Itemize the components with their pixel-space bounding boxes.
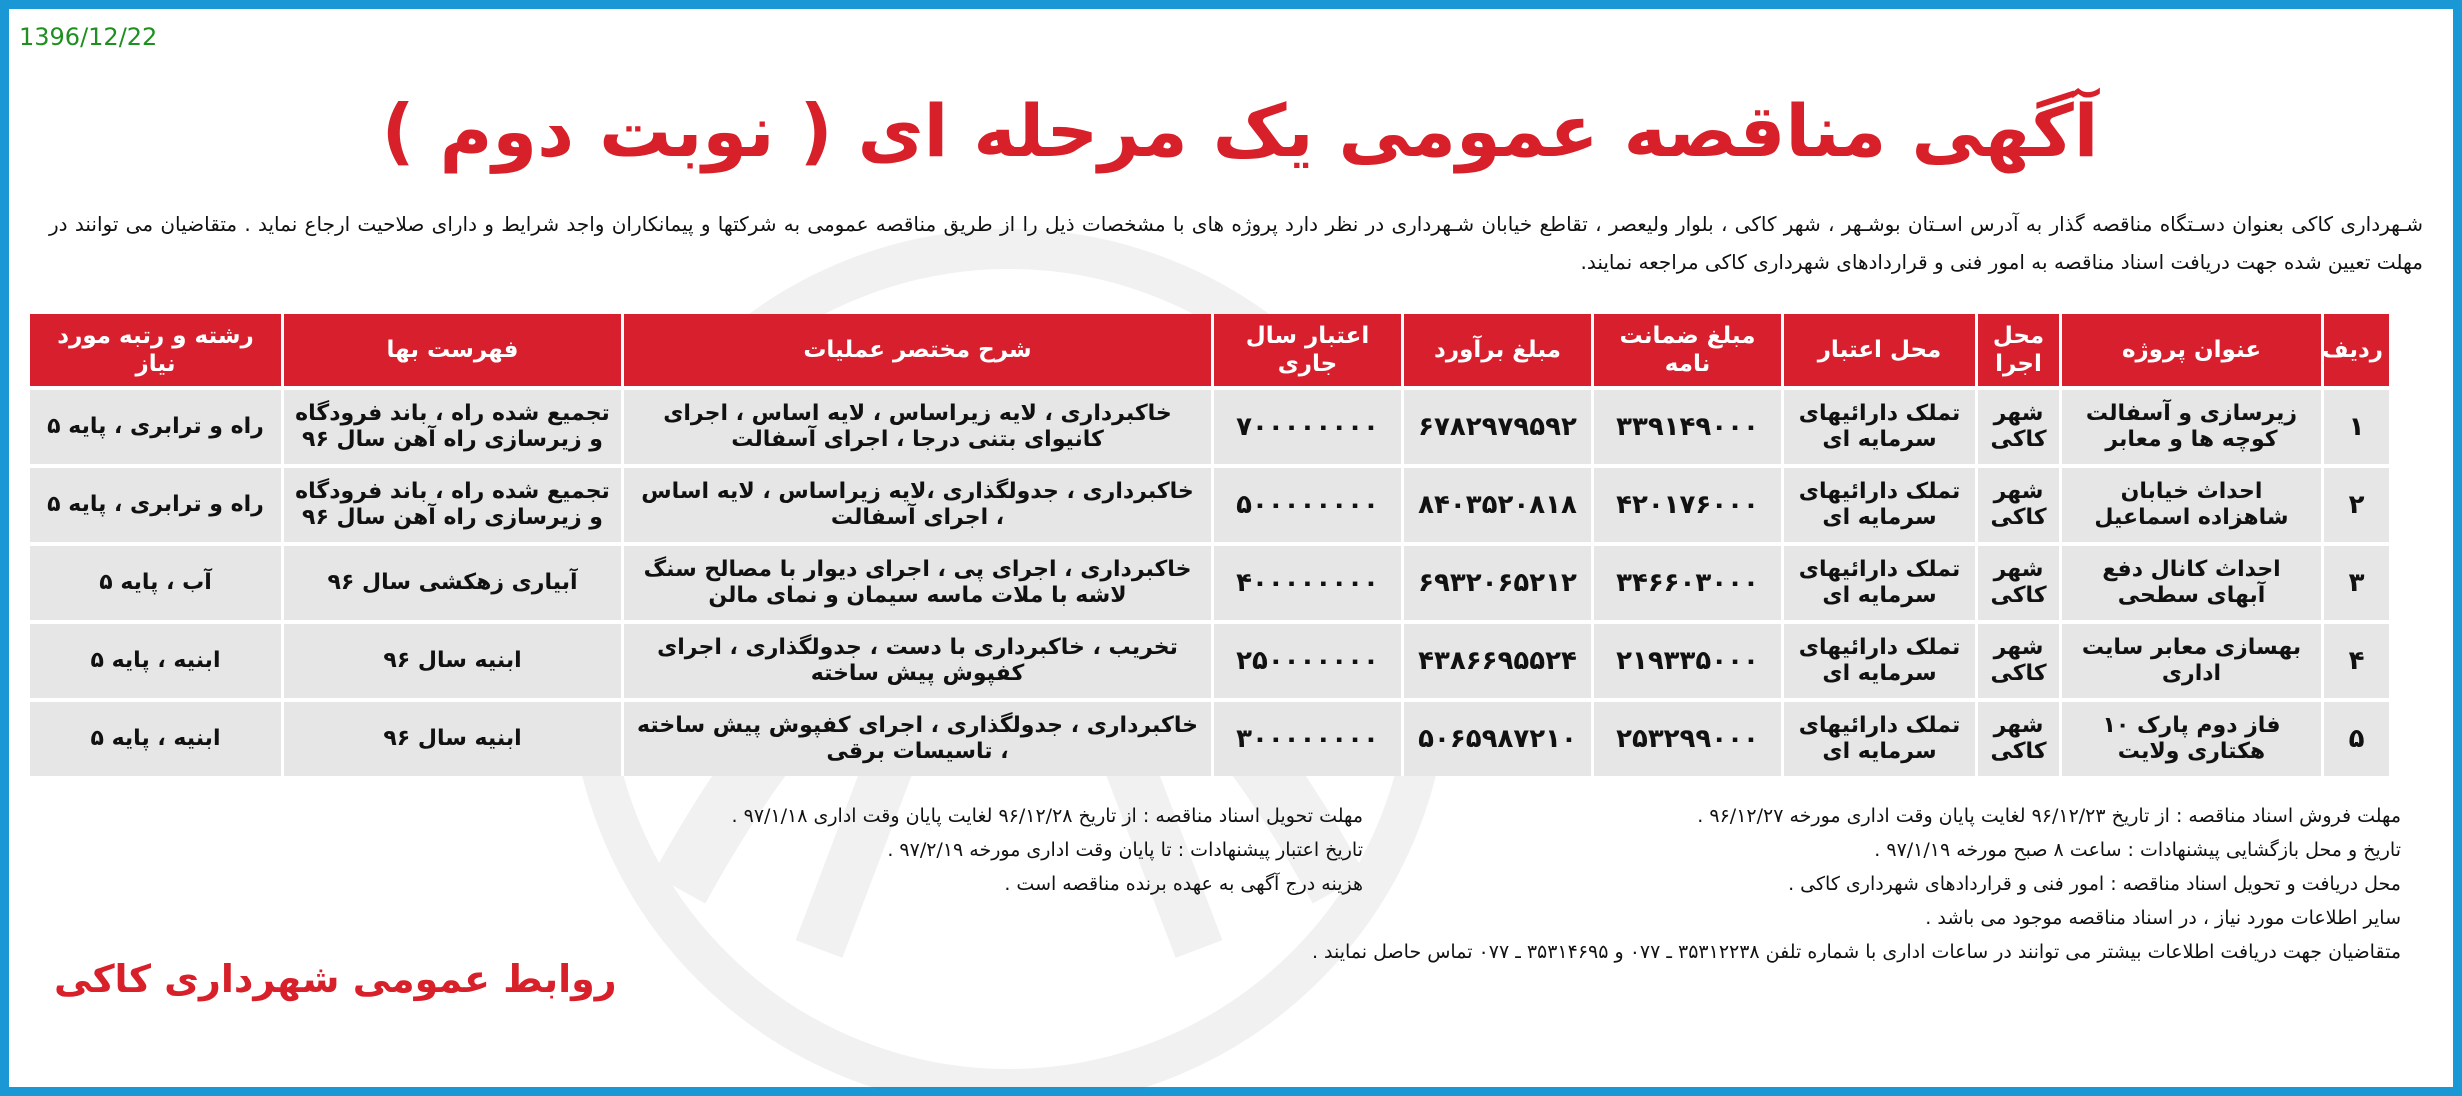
cell-grade: راه و ترابری ، پایه ۵ — [27, 464, 281, 542]
cell-guarantee: ۳۴۶۶۰۳۰۰۰ — [1591, 542, 1781, 620]
cell-credit: ۲۵۰۰۰۰۰۰۰ — [1211, 620, 1401, 698]
cell-price-list: آبیاری زهکشی سال ۹۶ — [281, 542, 621, 620]
table-row — [27, 386, 2389, 464]
cell-credit: ۳۰۰۰۰۰۰۰۰ — [1211, 698, 1401, 776]
table-header-row — [27, 314, 2389, 386]
cell-location: شهر کاکی — [1975, 620, 2059, 698]
header-project: عنوان پروژه — [2059, 314, 2321, 386]
cell-location: شهر کاکی — [1975, 698, 2059, 776]
note-document-location: محل دریافت و تحویل اسناد مناقصه : امور فنی و قراردادهای شهرداری کاکی . — [1788, 873, 2401, 895]
note-sale-period: مهلت فروش اسناد مناقصه : از تاریخ ۹۶/۱۲/۲۳ لغایت پایان وقت اداری مورخه ۹۶/۱۲/۲۷ . — [1697, 805, 2401, 827]
header-credit: اعتبار سال جاری — [1211, 314, 1401, 386]
note-delivery-period: مهلت تحویل اسناد مناقصه : از تاریخ ۹۶/۱۲/۲۸ لغایت پایان وقت اداری ۹۷/۱/۱۸ . — [731, 805, 1363, 827]
cell-description: تخریب ، خاکبرداری با دست ، جدولگذاری ، اجرای کفپوش پیش ساخته — [621, 620, 1211, 698]
note-bid-validity: تاریخ اعتبار پیشنهادات : تا پایان وقت اداری مورخه ۹۷/۲/۱۹ . — [887, 839, 1363, 861]
header-row-number: ردیف — [2321, 314, 2389, 386]
cell-credit: ۵۰۰۰۰۰۰۰۰ — [1211, 464, 1401, 542]
cell-price-list: ابنیه سال ۹۶ — [281, 620, 621, 698]
cell-location: شهر کاکی — [1975, 464, 2059, 542]
cell-funding: تملک دارائیهای سرمایه ای — [1781, 386, 1975, 464]
cell-guarantee: ۲۱۹۳۳۵۰۰۰ — [1591, 620, 1781, 698]
cell-estimate: ۸۴۰۳۵۲۰۸۱۸ — [1401, 464, 1591, 542]
cell-estimate: ۶۷۸۲۹۷۹۵۹۲ — [1401, 386, 1591, 464]
cell-row: ۵ — [2321, 698, 2389, 776]
cell-guarantee: ۴۲۰۱۷۶۰۰۰ — [1591, 464, 1781, 542]
cell-row: ۲ — [2321, 464, 2389, 542]
cell-location: شهر کاکی — [1975, 386, 2059, 464]
cell-guarantee: ۲۵۳۲۹۹۰۰۰ — [1591, 698, 1781, 776]
cell-price-list: تجمیع شده راه ، باند فرودگاه و زیرسازی راه آهن سال ۹۶ — [281, 386, 621, 464]
page-title: آگهی مناقصه عمومی یک مرحله ای ( نوبت دوم ) — [381, 89, 2099, 173]
header-description: شرح مختصر عملیات — [621, 314, 1211, 386]
cell-funding: تملک دارائیهای سرمایه ای — [1781, 698, 1975, 776]
cell-credit: ۴۰۰۰۰۰۰۰۰ — [1211, 542, 1401, 620]
cell-price-list: ابنیه سال ۹۶ — [281, 698, 621, 776]
cell-location: شهر کاکی — [1975, 542, 2059, 620]
cell-funding: تملک دارائیهای سرمایه ای — [1781, 620, 1975, 698]
note-ad-cost: هزینه درج آگهی به عهده برنده مناقصه است . — [1004, 873, 1363, 895]
cell-credit: ۷۰۰۰۰۰۰۰۰ — [1211, 386, 1401, 464]
table-row — [27, 698, 2389, 776]
cell-grade: آب ، پایه ۵ — [27, 542, 281, 620]
cell-grade: ابنیه ، پایه ۵ — [27, 698, 281, 776]
notes-right-column — [1201, 799, 2401, 969]
cell-row: ۳ — [2321, 542, 2389, 620]
cell-grade: ابنیه ، پایه ۵ — [27, 620, 281, 698]
cell-guarantee: ۳۳۹۱۴۹۰۰۰ — [1591, 386, 1781, 464]
header-price-list: فهرست بها — [281, 314, 621, 386]
header-estimate: مبلغ برآورد — [1401, 314, 1591, 386]
cell-project: فاز دوم پارک ۱۰ هکتاری ولایت — [2059, 698, 2321, 776]
header-guarantee: مبلغ ضمانت نامه — [1591, 314, 1781, 386]
cell-row: ۱ — [2321, 386, 2389, 464]
cell-project: احداث کانال دفع آبهای سطحی — [2059, 542, 2321, 620]
cell-funding: تملک دارائیهای سرمایه ای — [1781, 542, 1975, 620]
cell-row: ۴ — [2321, 620, 2389, 698]
cell-project: احداث خیابان شاهزاده اسماعیل — [2059, 464, 2321, 542]
cell-project: زیرسازی و آسفالت کوچه ها و معابر — [2059, 386, 2321, 464]
cell-estimate: ۴۳۸۶۶۹۵۵۲۴ — [1401, 620, 1591, 698]
cell-description: خاکبرداری ، جدولگذاری ،لایه زیراساس ، لایه اساس ، اجرای آسفالت — [621, 464, 1211, 542]
publication-date: 1396/12/22 — [19, 23, 158, 51]
note-contact-phone: متقاضیان جهت دریافت اطلاعات بیشتر می توانند در ساعات اداری با شماره تلفن ۳۵۳۱۲۲۳۸ ـ ۰۷۷ و ۳۵۳۱۴۶۹۵ ـ ۰۷۷ تماس حاصل نمایند . — [1311, 941, 2401, 963]
note-other-info: سایر اطلاعات مورد نیاز ، در اسناد مناقصه موجود می باشد . — [1925, 907, 2401, 929]
cell-estimate: ۵۰۶۵۹۸۷۲۱۰ — [1401, 698, 1591, 776]
cell-funding: تملک دارائیهای سرمایه ای — [1781, 464, 1975, 542]
cell-description: خاکبرداری ، اجرای پی ، اجرای دیوار با مصالح سنگ لاشه با ملات ماسه سیمان و نمای مالن — [621, 542, 1211, 620]
tender-table — [27, 314, 2389, 776]
table-row — [27, 620, 2389, 698]
cell-description: خاکبرداری ، جدولگذاری ، اجرای کفپوش پیش ساخته ، تاسیسات برقی — [621, 698, 1211, 776]
footer-signature: روابط عمومی شهرداری کاکی — [54, 957, 617, 1001]
cell-project: بهسازی معابر سایت اداری — [2059, 620, 2321, 698]
table-row — [27, 542, 2389, 620]
header-location: محل اجرا — [1975, 314, 2059, 386]
cell-grade: راه و ترابری ، پایه ۵ — [27, 386, 281, 464]
cell-estimate: ۶۹۳۲۰۶۵۲۱۲ — [1401, 542, 1591, 620]
intro-paragraph: شـهرداری کاکی بعنوان دسـتگاه مناقصه گذار به آدرس اسـتان بوشـهر ، شهر کاکی ، بلوار ولیعصر ، تقاطع خیابان شـهرداری در نظر دارد پروژه های با مشخصات ذیل را از طریق مناقصه عمومی به شرکتها و پیمانکاران واجد شرایط و دارای صلاحیت ارجاع نماید . متقاضیان می توانند در مهلت تعیین شده جهت دریافت اسناد مناقصه به امور فنی و قراردادهای شهرداری کاکی مراجعه نمایند. — [49, 212, 2423, 274]
table-row — [27, 464, 2389, 542]
note-opening-date: تاریخ و محل بازگشایی پیشنهادات : ساعت ۸ صبح مورخه ۹۷/۱/۱۹ . — [1874, 839, 2401, 861]
cell-price-list: تجمیع شده راه ، باند فرودگاه و زیرسازی راه آهن سال ۹۶ — [281, 464, 621, 542]
cell-description: خاکبرداری ، لایه زیراساس ، لایه اساس ، اجرای کانیوای بتنی درجا ، اجرای آسفالت — [621, 386, 1211, 464]
notes-left-column — [663, 799, 1363, 901]
header-grade: رشته و رتبه مورد نیاز — [27, 314, 281, 386]
header-funding: محل اعتبار — [1781, 314, 1975, 386]
